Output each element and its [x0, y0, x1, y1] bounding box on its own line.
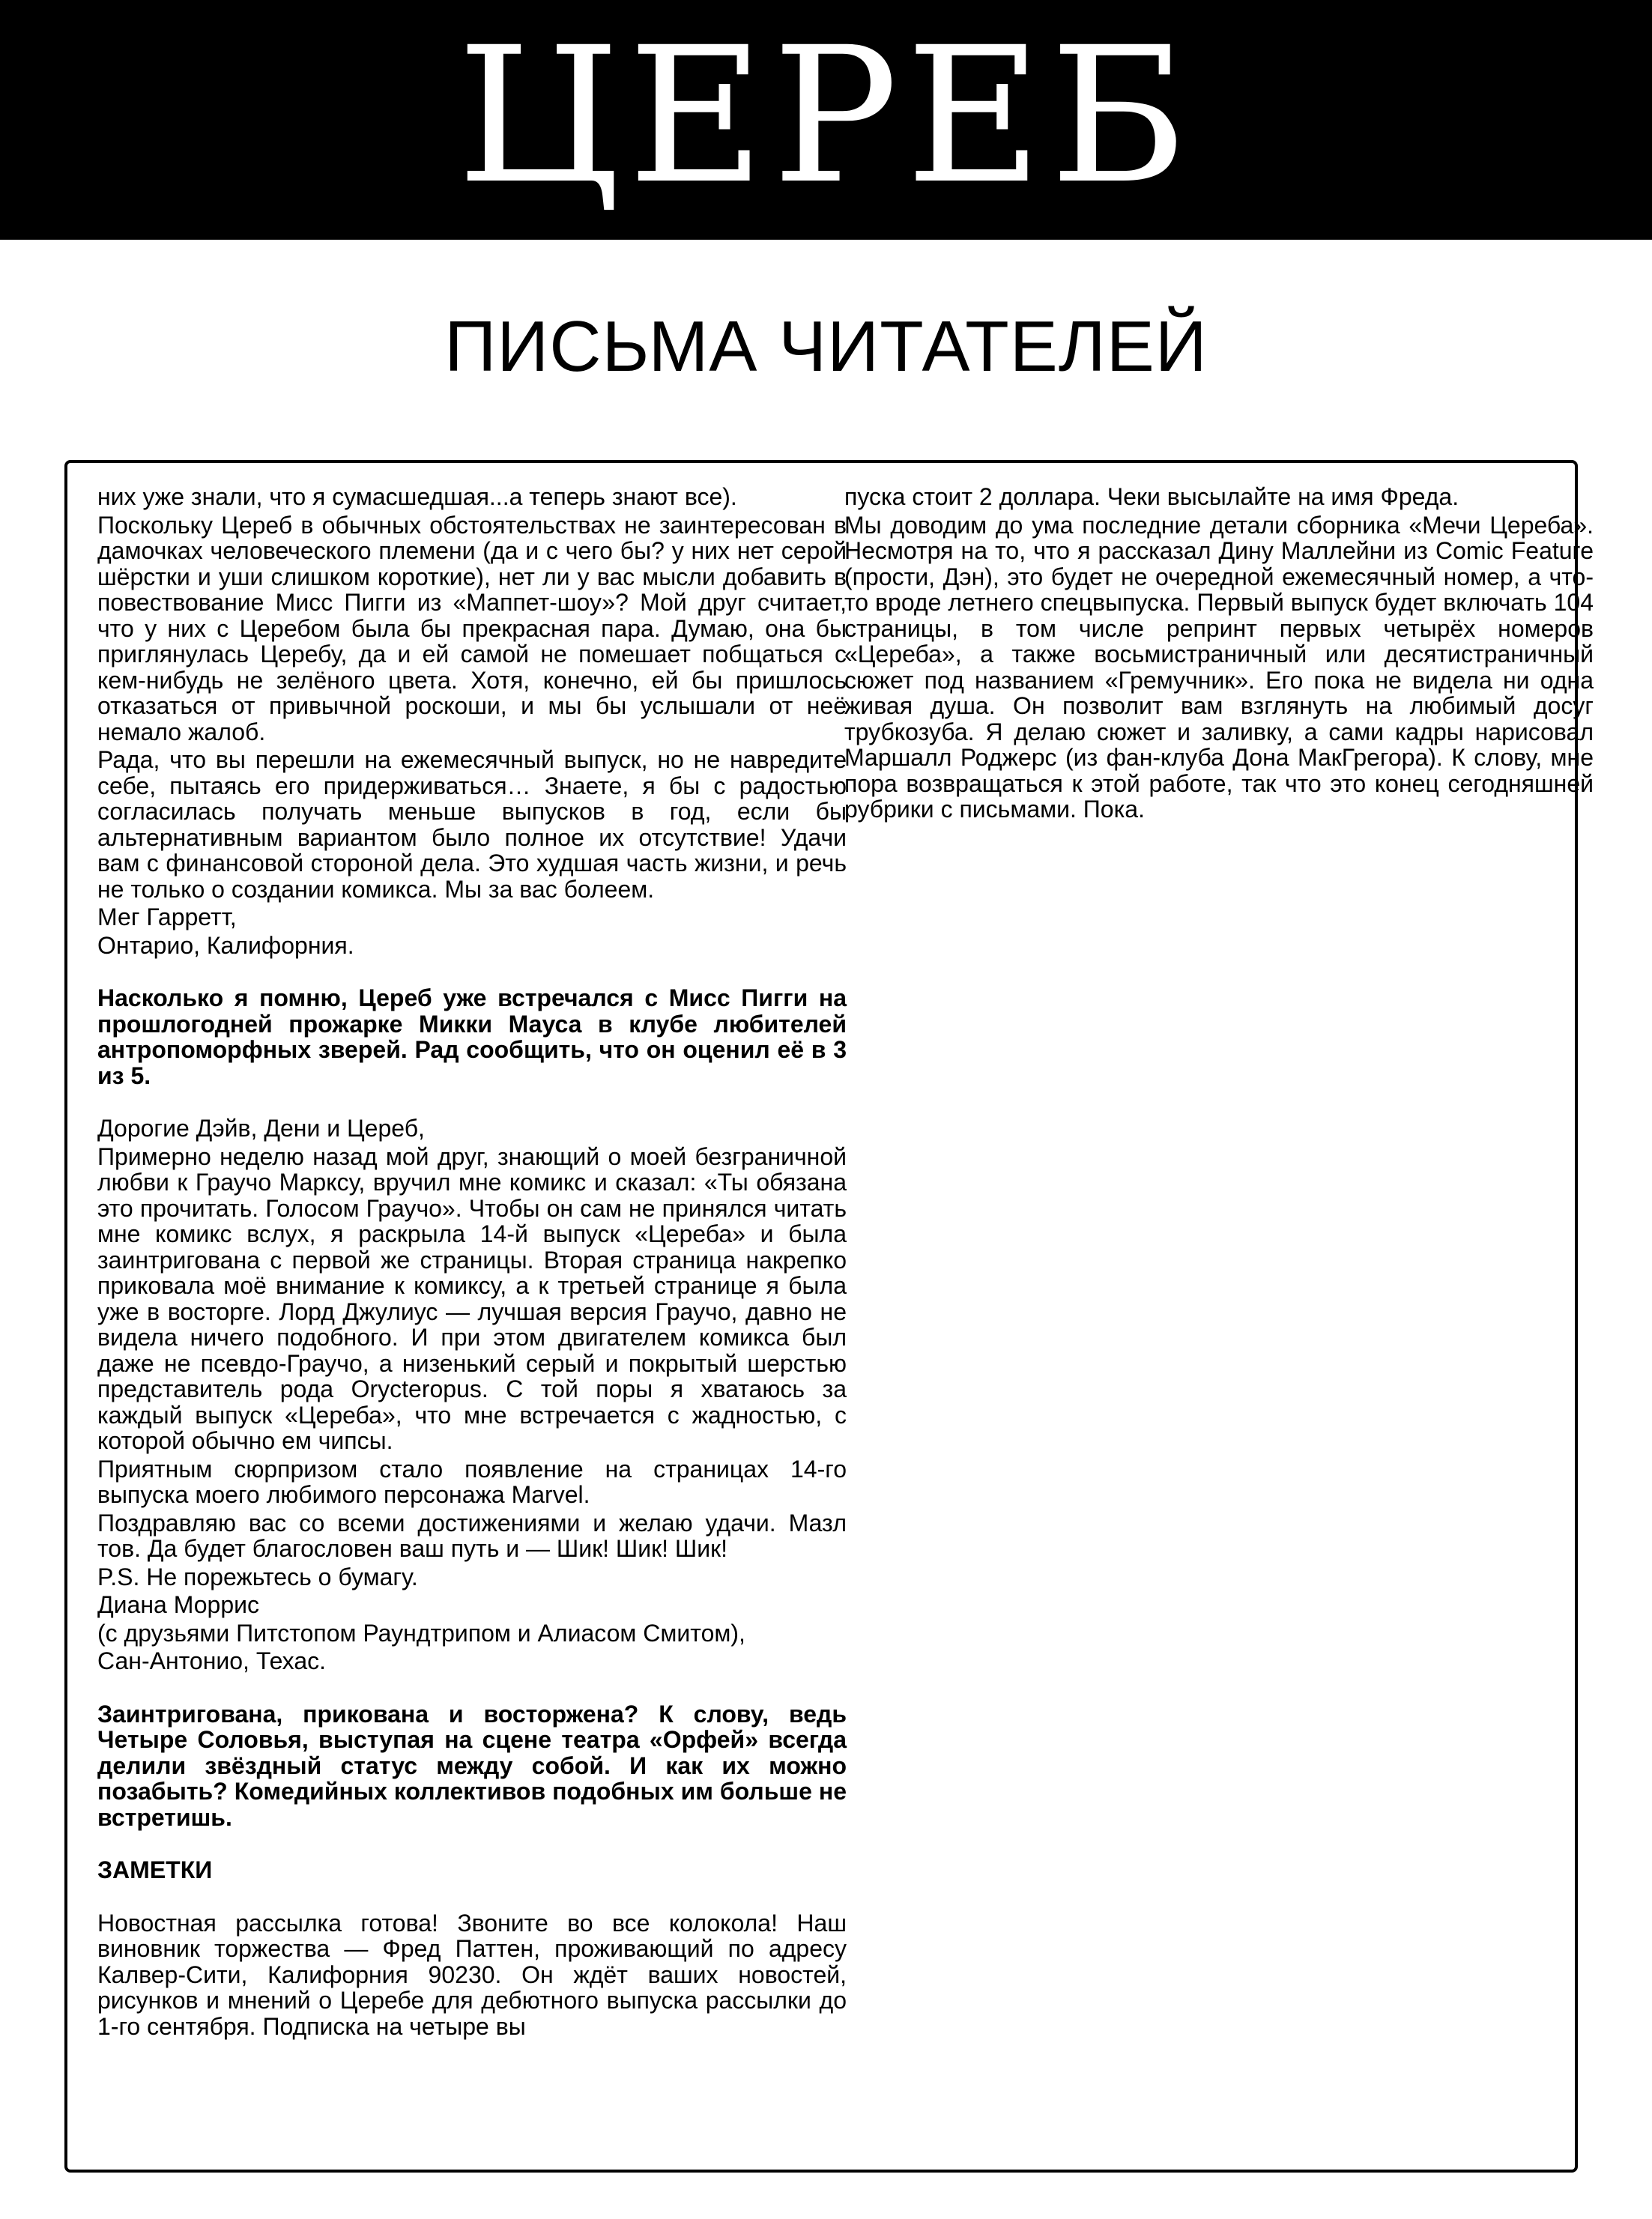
- paragraph: Поскольку Цереб в обычных обстоятельствах не заинтересован в дамочках человеческого племени (да и с чего бы? у них нет серой шёрстки и уши слишком короткие), нет ли у вас мысли добавить в повествование Мисс Пигги из «Маппет-шоу»? Мой друг считает, что у них с Церебом была бы прекрасная пара. Думаю, она бы приглянулась Церебу, да и ей самой не помешает побщаться с кем-нибудь не зелёного цвета. Хотя, конечно, ей бы пришлось отказаться от привычной роскоши, и мы бы услышали от неё немало жалоб.: [97, 511, 847, 745]
- paragraph: Насколько я помню, Цереб уже встречался с Мисс Пигги на прошлогодней прожарке Микки Мауса в клубе любителей антропоморфных зверей. Рад сообщить, что он оценил её в 3 из 5.: [97, 984, 847, 1089]
- paragraph: Мег Гарретт,: [97, 903, 237, 930]
- letters-column-right: [844, 484, 1594, 825]
- paragraph: Заинтригована, прикована и восторжена? К слову, ведь Четыре Соловья, выступая на сцене театра «Орфей» всегда делили звёздный статус между собой. И как их можно позабыть? Комедийных коллективов подобных им больше не встретишь.: [97, 1700, 847, 1831]
- paragraph: них уже знали, что я сумасшедшая...а теперь знают все).: [97, 483, 737, 510]
- section-title: ПИСЬМА ЧИТАТЕЛЕЙ: [444, 306, 1208, 387]
- paragraph: Дорогие Дэйв, Дени и Цереб,: [97, 1115, 425, 1142]
- paragraph: Приятным сюрпризом стало появление на страницах 14-го выпуска моего любимого персонажа Marvel.: [97, 1455, 847, 1508]
- paragraph: Мы доводим до ума последние детали сборника «Мечи Цереба». Несмотря на то, что я рассказал Дину Маллейни из Comic Feature (прости, Дэн), это будет не очередной ежемесячный номер, а что-то вроде летнего спецвыпуска. Первый выпуск будет включать 104 страницы, в том числе репринт первых четырёх номеров «Цереба», а также восьмистраничный или десятистраничный сюжет под названием «Гремучник». Его пока не видела ни одна живая душа. Он позволит вам взглянуть на любимый досуг трубкозуба. Я делаю сюжет и заливку, а сами кадры нарисовал Маршалл Роджерс (из фан-клуба Дона МакГрегора). К слову, мне пора возвращаться к этой работе, так что это конец сегодняшней рубрики с письмами. Пока.: [844, 511, 1594, 823]
- paragraph: P.S. Не порежьтесь о бумагу.: [97, 1563, 418, 1590]
- paragraph: Онтарио, Калифорния.: [97, 931, 354, 959]
- paragraph: Диана Моррис: [97, 1591, 259, 1618]
- paragraph: Рада, что вы перешли на ежемесячный выпуск, но не навредите себе, пытаясь его придерживаться… Знаете, я бы с радостью согласилась получать меньше выпусков в год, если бы альтернативным вариантом было полное их отсутствие! Удачи вам с финансовой стороной дела. Это худшая часть жизни, и речь не только о создании комикса. Мы за вас болеем.: [97, 746, 847, 903]
- paragraph: (с друзьями Питстопом Раундтрипом и Алиасом Смитом),: [97, 1619, 745, 1647]
- masthead-title: ЦЕРЕБ: [457, 7, 1195, 225]
- masthead: [0, 0, 1652, 240]
- letters-column-left: [97, 484, 847, 2041]
- paragraph: ЗАМЕТКИ: [97, 1856, 213, 1883]
- paragraph: Новостная рассылка готова! Звоните во все колокола! Наш виновник торжества — Фред Паттен, проживающий по адресу Калвер-Сити, Калифорния 90230. Он ждёт ваших новостей, рисунков и мнений о Церебе для дебютного выпуска рассылки до 1-го сентября. Подписка на четыре вы: [97, 1909, 847, 2040]
- paragraph: Сан-Антонио, Техас.: [97, 1647, 326, 1674]
- paragraph: Примерно неделю назад мой друг, знающий о моей безграничной любви к Граучо Марксу, вручил мне комикс и сказал: «Ты обязана это прочитать. Голосом Граучо». Чтобы он сам не принялся читать мне комикс вслух, я раскрыла 14-й выпуск «Цереба» и была заинтригована с первой же страницы. Вторая страница накрепко приковала моё внимание к комиксу, а к третьей странице я была уже в восторге. Лорд Джулиус — лучшая версия Граучо, давно не видела ничего подобного. И при этом двигателем комикса был даже не псевдо-Граучо, а низенький серый и покрытый шерстью представитель рода Orycteropus. С той поры я хватаюсь за каждый выпуск «Цереба», что мне встречается с жадностью, с которой обычно ем чипсы.: [97, 1142, 847, 1454]
- paragraph: Поздравляю вас со всеми достижениями и желаю удачи. Мазл тов. Да будет благословен ваш путь и — Шик! Шик! Шик!: [97, 1509, 847, 1562]
- paragraph: пуска стоит 2 доллара. Чеки высылайте на имя Фреда.: [844, 483, 1459, 510]
